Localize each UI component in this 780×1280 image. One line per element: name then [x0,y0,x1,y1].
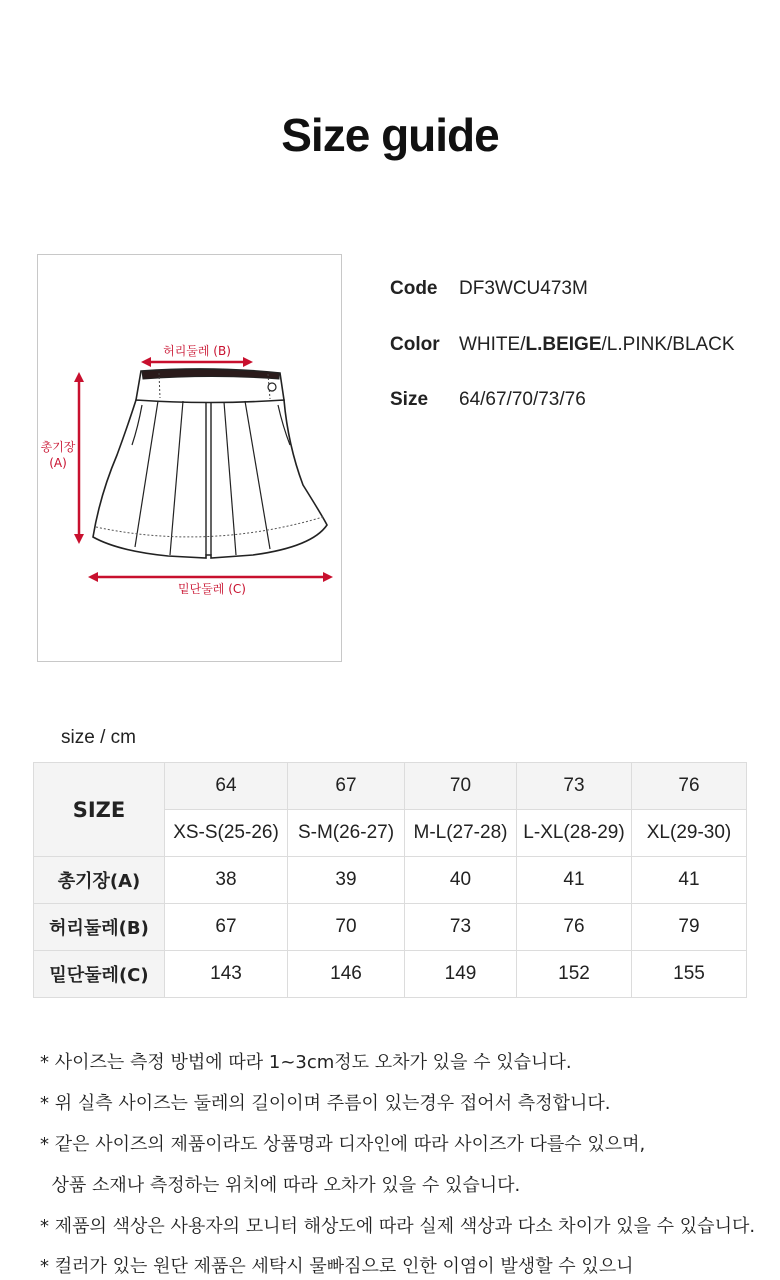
info-size-value: 64/67/70/73/76 [459,389,586,410]
waist-label: 허리둘레 (B) [163,344,231,358]
table-cell: 41 [632,857,747,904]
table-cell: 70 [288,904,405,951]
table-cell: 73 [405,904,517,951]
table-cell: 79 [632,904,747,951]
size-70: 70 [405,763,517,810]
size-76: 76 [632,763,747,810]
row-label: 총기장(A) [34,857,165,904]
page-title: Size guide [281,109,499,161]
note-3: * 같은 사이즈의 제품이라도 상품명과 디자인에 따라 사이즈가 다를수 있으며, [40,1134,646,1155]
size-67: 67 [288,763,405,810]
size-header: SIZE [34,763,165,857]
table-cell: 76 [517,904,632,951]
note-1: * 사이즈는 측정 방법에 따라 1~3cm정도 오차가 있을 수 있습니다. [40,1052,572,1073]
skirt-illustration [38,255,343,663]
table-cell: 149 [405,951,517,998]
table-cell: 40 [405,857,517,904]
skirt-diagram [37,254,342,662]
note-5: * 제품의 색상은 사용자의 모니터 해상도에 따라 실제 색상과 다소 차이가 있을 수 있습니다. [40,1216,756,1237]
row-label: 밑단둘레(C) [34,951,165,998]
range-73: L-XL(28-29) [517,810,632,857]
size-64: 64 [165,763,288,810]
table-cell: 143 [165,951,288,998]
range-76: XL(29-30) [632,810,747,857]
info-color-key: Color [390,334,440,355]
note-4: 상품 소재나 측정하는 위치에 따라 오차가 있을 수 있습니다. [40,1175,521,1196]
range-67: S-M(26-27) [288,810,405,857]
range-70: M-L(27-28) [405,810,517,857]
info-color-value: WHITE/L.BEIGE/L.PINK/BLACK [459,334,735,355]
table-row [34,904,747,951]
skirt-shape [93,400,327,558]
table-cell: 39 [288,857,405,904]
info-code-value: DF3WCU473M [459,278,588,299]
info-size-key: Size [390,389,429,410]
length-label-1: 총기장 [40,440,76,454]
table-cell: 152 [517,951,632,998]
table-cell: 146 [288,951,405,998]
size-row [34,763,747,810]
note-6: * 컬러가 있는 원단 제품은 세탁시 물빠짐으로 인한 이염이 발생할 수 있으니 [40,1256,634,1277]
hem-label: 밑단둘레 (C) [178,582,246,596]
row-label: 허리둘레(B) [34,904,165,951]
info-code-key: Code [390,278,438,299]
length-label-2: (A) [49,456,67,470]
table-cell: 41 [517,857,632,904]
note-2: * 위 실측 사이즈는 둘레의 길이이며 주름이 있는경우 접어서 측정합니다. [40,1093,611,1114]
size-73: 73 [517,763,632,810]
unit-label: size / cm [61,727,136,748]
range-64: XS-S(25-26) [165,810,288,857]
table-cell: 155 [632,951,747,998]
size-table [33,762,747,998]
table-cell: 38 [165,857,288,904]
table-cell: 67 [165,904,288,951]
table-row [34,857,747,904]
table-row [34,951,747,998]
